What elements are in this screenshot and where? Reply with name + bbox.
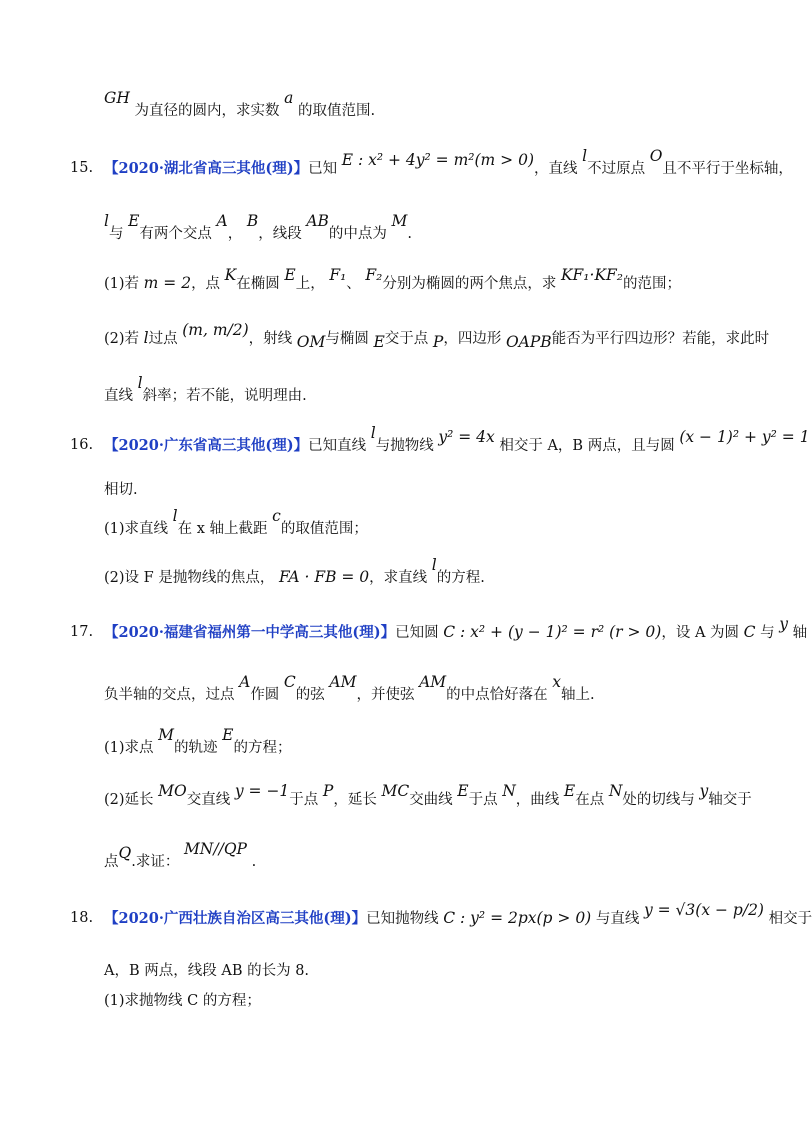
math: l (137, 374, 143, 392)
math: AM (419, 673, 447, 691)
math: y (779, 615, 789, 633)
text: 能否为平行四边形？若能，求此时 (551, 331, 770, 347)
text: 于点 (289, 792, 319, 808)
text: 斜率；若不能，说明理由. (142, 388, 307, 404)
math: F₁ (329, 266, 347, 284)
math: A (239, 673, 251, 691)
math: E (457, 782, 469, 800)
text: ，射线 (248, 331, 293, 347)
text: A，B 两点，线段 AB 的长为 8. (104, 963, 310, 979)
math: y² = 4x (438, 428, 495, 446)
math: F₂ (365, 266, 383, 284)
math: N (502, 782, 516, 800)
text: 与 (108, 226, 124, 242)
text: 在 x 轴上截距 (177, 521, 268, 537)
text: ，曲线 (515, 792, 560, 808)
math: l (143, 329, 149, 347)
math: OM (296, 333, 326, 351)
text: ，设 A 为圆 (661, 625, 740, 641)
math-l: l (582, 147, 588, 165)
text: 的中点为 (328, 226, 387, 242)
math: C : x² + (y − 1)² = r² (r > 0) (443, 623, 662, 641)
text: .求证： (131, 854, 180, 870)
text: 的中点恰好落在 (446, 687, 548, 703)
text: 的弦 (295, 687, 325, 703)
math: x (552, 673, 562, 691)
text: (2)设 F 是抛物线的焦点， (104, 570, 275, 586)
math-point: (m, m/2) (182, 321, 249, 339)
text: 已知圆 (395, 625, 439, 641)
math: l (172, 507, 178, 525)
math: y (699, 782, 709, 800)
text: ，直线 (534, 161, 578, 177)
math-vector-dot: FA · FB = 0 (278, 568, 370, 586)
math: y = √3(x − p/2) (643, 901, 764, 919)
math: M (391, 212, 408, 230)
math: E (128, 212, 140, 230)
text: ，点 (191, 276, 221, 292)
math-ellipse: E : x² + 4y² = m²(m > 0) (341, 151, 535, 169)
text: 与直线 (595, 911, 640, 927)
text: ，求直线 (369, 570, 428, 586)
text: . (407, 226, 413, 242)
text: 的轨迹 (174, 740, 218, 756)
text: 、 (346, 276, 361, 292)
text: 在椭圆 (236, 276, 280, 292)
text: 上， (295, 276, 325, 292)
math: E (563, 782, 576, 800)
math-o: O (649, 147, 663, 165)
text: 在点 (575, 792, 605, 808)
text: 相交于 A，B 两点，且与圆 (499, 438, 675, 454)
text: (1)求点 (104, 740, 154, 756)
math: P (322, 782, 334, 800)
math: M (158, 726, 175, 744)
text: 相切. (104, 482, 138, 498)
text: (2)延长 (104, 792, 154, 808)
question-source: 【2020·广东省高三其他(理)】 (104, 437, 309, 454)
text: (1)求抛物线 C 的方程； (104, 993, 261, 1009)
math: (x − 1)² + y² = 1 (679, 428, 810, 446)
math: A (216, 212, 228, 230)
math: K (224, 266, 237, 284)
math: E (284, 266, 296, 284)
text: 与抛物线 (375, 438, 434, 454)
text: 处的切线与 (622, 792, 695, 808)
text: 交于点 (384, 331, 429, 347)
text: 已知 (308, 161, 338, 177)
question-number: 18. (70, 910, 94, 926)
math: N (608, 782, 623, 800)
math: P (432, 333, 444, 351)
text: 已知直线 (308, 438, 367, 454)
math-a: a (284, 89, 294, 107)
text: (2)若 (104, 331, 140, 347)
math: c (272, 507, 281, 525)
math: l (104, 212, 109, 230)
text: ，四边形 (443, 331, 502, 347)
question-number: 16. (70, 437, 94, 453)
text: 交直线 (186, 792, 231, 808)
text: 有两个交点 (139, 226, 212, 242)
text: 的取值范围. (297, 103, 376, 119)
math: E (222, 726, 234, 744)
text: 交曲线 (409, 792, 453, 808)
text: 与椭圆 (325, 331, 369, 347)
text: 的方程； (233, 740, 292, 756)
text: ，并使弦 (356, 687, 415, 703)
text: 与 (760, 625, 775, 641)
text: . (251, 854, 257, 870)
math: C : y² = 2px(p > 0) (443, 909, 592, 927)
math: MO (158, 782, 187, 800)
question-source: 【2020·湖北省高三其他(理)】 (104, 160, 309, 177)
math: C (743, 623, 756, 641)
math: l (370, 424, 376, 442)
math-gh: GH (104, 89, 130, 107)
text: ，延长 (333, 792, 377, 808)
text: 过点 (148, 331, 178, 347)
math: l (431, 556, 437, 574)
text: 作圆 (250, 687, 280, 703)
text: 分别为椭圆的两个焦点，求 (382, 276, 557, 292)
text: 的取值范围； (280, 521, 368, 537)
text: 相交于 (768, 911, 812, 927)
text: 的范围； (623, 276, 681, 292)
math: m = 2 (143, 274, 192, 292)
math: AB (306, 212, 329, 230)
text: 轴交于 (708, 792, 752, 808)
math: E (373, 333, 385, 351)
text: (1)求直线 (104, 521, 169, 537)
math: y = −1 (234, 782, 290, 800)
question-source: 【2020·福建省福州第一中学高三其他(理)】 (104, 624, 396, 641)
text: 负半轴的交点，过点 (104, 687, 235, 703)
text: 已知抛物线 (366, 911, 439, 927)
text: 轴 (792, 625, 808, 641)
text: 的方程. (436, 570, 485, 586)
text: 点 (104, 854, 119, 870)
text: 轴上. (561, 687, 595, 703)
question-number: 17. (70, 624, 94, 640)
text: 且不平行于坐标轴， (662, 161, 793, 177)
question-source: 【2020·广西壮族自治区高三其他(理)】 (104, 910, 367, 927)
text: ，线段 (258, 226, 302, 242)
math: MN//QP (183, 840, 247, 858)
math: Q (118, 844, 132, 862)
math: OAPB (505, 333, 552, 351)
math: B (246, 212, 259, 230)
math: MC (381, 782, 410, 800)
math: AM (329, 673, 357, 691)
text: (1)若 (104, 276, 140, 292)
text: 不过原点 (587, 161, 646, 177)
text: 于点 (468, 792, 498, 808)
question-number: 15. (70, 160, 94, 176)
text: 直线 (104, 388, 133, 404)
text: ， (227, 226, 243, 242)
math-vector-dot: KF₁·KF₂ (560, 266, 623, 284)
text: 为直径的圆内，求实数 (134, 103, 280, 119)
math: C (283, 673, 296, 691)
